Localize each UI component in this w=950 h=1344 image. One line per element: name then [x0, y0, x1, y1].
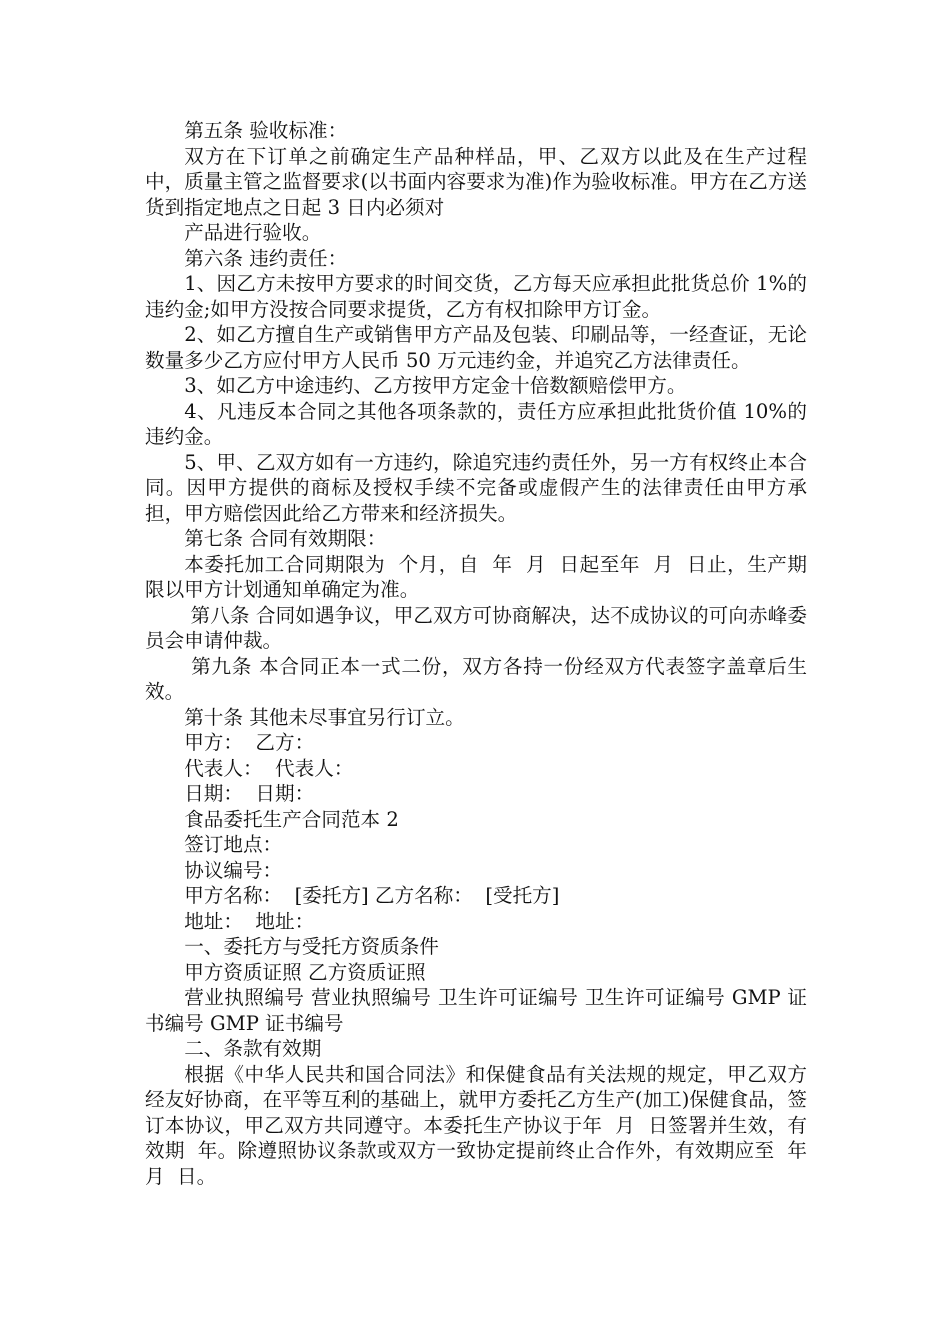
article-7-heading: 第七条 合同有效期限：: [184, 527, 387, 550]
article-9: 第九条 本合同正本一式二份，双方各持一份经双方代表签字盖章后生效。: [145, 654, 808, 703]
signing-place: 签订地点：: [184, 833, 283, 856]
article-10: 第十条 其他未尽事宜另行订立。: [184, 705, 465, 729]
article-7-body: 本委托加工合同期限为 个月，自 年 月 日起至年 月 日止，生产期限以甲方计划通知单确定为准。: [145, 552, 807, 601]
qualification-line: 甲方资质证照 乙方资质证照: [184, 960, 426, 984]
date-line: 日期： 日期：: [184, 782, 315, 805]
section-2-heading: 二、条款有效期: [184, 1037, 322, 1060]
article-6-clause-5: 5、甲、乙双方如有一方违约，除追究违约责任外，另一方有权终止本合同。因甲方提供的商标及授权手续不完备或虚假产生的法律责任由甲方承担，甲方赔偿因此给乙方带来和经济损失。: [145, 450, 807, 525]
article-6-heading: 第六条 违约责任：: [184, 246, 348, 270]
article-5-body-continued: 产品进行验收。: [184, 221, 322, 244]
article-6-clause-4: 4、凡违反本合同之其他各项条款的，责任方应承担此批货价值 10%的违约金。: [145, 399, 807, 448]
template-2-title: 食品委托生产合同范本 2: [184, 807, 399, 831]
article-6-clause-2: 2、如乙方擅自生产或销售甲方产品及包装、印刷品等，一经查证，无论数量多少乙方应付甲方人民币 50 万元违约金，并追究乙方法律责任。: [145, 323, 807, 372]
article-6-clause-3: 3、如乙方中途违约、乙方按甲方定金十倍数额赔偿甲方。: [184, 374, 687, 397]
article-5-body: 双方在下订单之前确定生产品种样品，甲、乙双方以此及在生产过程中，质量主管之监督要求(以书面内容要求为准)作为验收标准。甲方在乙方送货到指定地点之日起 3 日内必须对: [145, 144, 807, 219]
agreement-number: 协议编号：: [184, 858, 283, 882]
article-6-clause-1: 1、因乙方未按甲方要求的时间交货，乙方每天应承担此批货总价 1%的违约金;如甲方没按合同要求提货，乙方有权扣除甲方订金。: [145, 272, 807, 321]
party-line: 甲方： 乙方：: [184, 731, 315, 754]
party-names: 甲方名称： [委托方] 乙方名称： [受托方]: [184, 884, 560, 907]
section-1-heading: 一、委托方与受托方资质条件: [184, 935, 439, 958]
section-2-body: 根据《中华人民共和国合同法》和保健食品有关法规的规定，甲乙双方经友好协商，在平等互利的基础上，就甲方委托乙方生产(加工)保健食品，签订本协议，甲乙双方共同遵守。本委托生产协议于年 月 日签署并生效，有效期 年。除遵照协议条款或双方一致协定提前终止合作外，有效期应至 年 月 日。: [145, 1062, 820, 1188]
article-8: 第八条 合同如遇争议，甲乙双方可协商解决，达不成协议的可向赤峰委员会申请仲裁。: [145, 603, 807, 652]
representative-line: 代表人： 代表人：: [184, 756, 354, 780]
article-5-heading: 第五条 验收标准：: [184, 119, 348, 142]
document-page: [145, 118, 820, 1189]
license-numbers: 营业执照编号 营业执照编号 卫生许可证编号 卫生许可证编号 GMP 证书编号 GMP 证书编号: [145, 986, 807, 1035]
address-line: 地址： 地址：: [184, 909, 315, 933]
